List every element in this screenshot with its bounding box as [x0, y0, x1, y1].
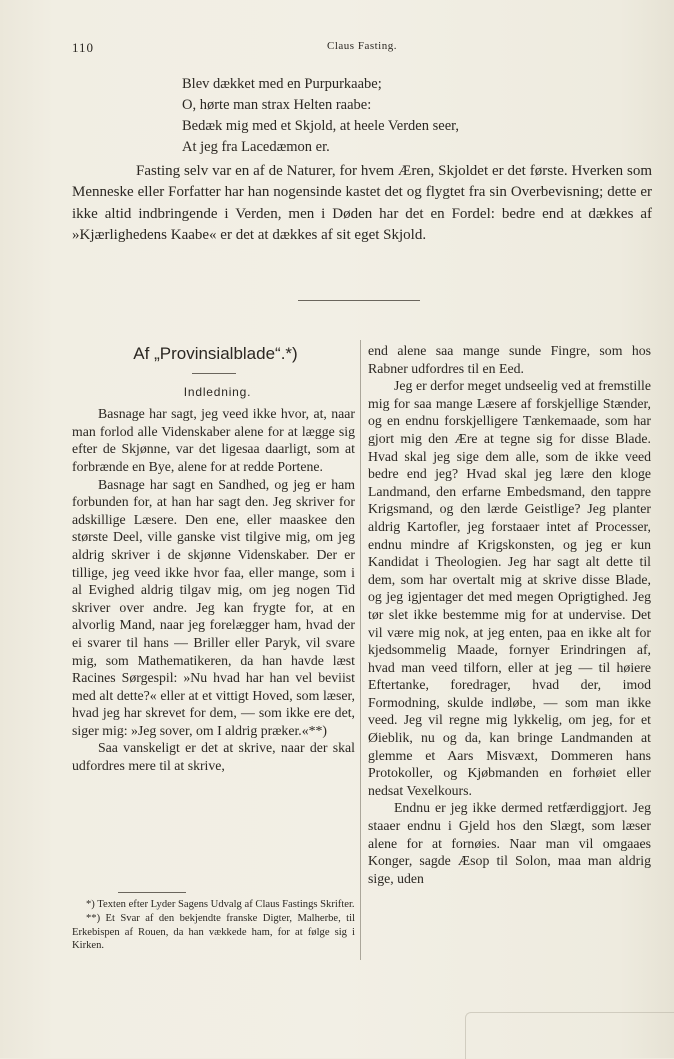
verse-line: Blev dækket med en Purpurkaabe;: [182, 76, 382, 92]
paragraph: Jeg er derfor meget undseelig ved at fremstille mig for saa mange Læsere af forskjellige Stænder, og en endnu forskjelligere Tænkemaade, som har gjort mig den Ære at tegne sig for disse Blade. Hvad skal jeg sige dem alle, som de ikke veed bedre end jeg? Hvad skal jeg lære den kloge Landmand, den erfarne Embedsmand, den tappre Krigsmand, og den lærde Geistlige? Jeg planter aldrig Kartofler, jeg forstaaer intet af Processer, endnu mindre af Krigskonsten, og jeg er kun Kandidat i Theologien. Jeg har sagt alt dette til dem, som har overtalt mig at skrive disse Blade, og jeg igjentager det med megen Oprigtighed. Jeg tør slet ikke bestemme mig for at undervise. Det vil være mig nok, at jeg enten, paa en ikke alt for kjedsommelig Maade, fornyer Erindringen af, hvad man veed tilforn, eller at jeg — til høiere Eftertanke, foredrager, hvad der, imod Formodning, skulde indløbe, — som man ikke veed. Jeg vil regne mig lykkelig, om jeg, for et Øieblik, nu og da, kan bringe Landmanden at glemme et Aars Misvæxt, Dommeren hans Protokoller, og Kjøbmanden en forhøiet eller nedsat Vexelkours.: [368, 378, 651, 798]
paragraph: end alene saa mange sunde Fingre, som hos Rabner udfordres til en Eed.: [368, 343, 651, 376]
footnote: *) Texten efter Lyder Sagens Udvalg af Claus Fastings Skrifter.: [86, 899, 355, 910]
paragraph: Basnage har sagt, jeg veed ikke hvor, at, naar man forlod alle Videnskaber alene for at lægge sig efter de Skjønne, var det ligesaa daarligt, som at forbrænde en Bye, alene for at redde Portene.: [72, 406, 355, 474]
article-title: Af „Provinsialblade“.*): [133, 344, 298, 363]
title-rule: [192, 373, 236, 374]
left-column: [72, 340, 355, 775]
intro-paragraph: Fasting selv var en af de Naturer, for hvem Æren, Skjoldet er det første. Hverken som Menneske eller Forfatter har han nogensinde kastet det og flygtet fra sin Overbevisning; dette er ikke altid indbringende i Verden, men i Døden har det en Fordel: bedre end at dækkes af »Kjærlighedens Kaabe« er det at dækkes af sit eget Skjold.: [72, 163, 652, 244]
verse-block: [182, 74, 582, 158]
page-header: [72, 40, 652, 60]
footnote-rule: [118, 892, 186, 893]
verse-line: Bedæk mig med et Skjold, at heele Verden seer,: [182, 118, 460, 134]
paragraph: Basnage har sagt en Sandhed, og jeg er ham forbunden for, at han har sagt den. Jeg skriver for adskillige Læsere. Den ene, eller maaskee den største Deel, ville ganske vist tilgive mig, om jeg aldrig skriver i de skjønne Videnskaber. Der er tillige, jeg veed ikke hvor faa, eller mange, som i al Evighed aldrig tilgav mig, om jeg nogen Tid skriver over andre. Jeg kan frygte for, at en alvorlig Mand, naar jeg forelægger ham, hvad der ei svarer til hans — Briller eller Paryk, vil svare mig, som Mathematikeren, da han havde læst Racines Sørgespil: »Nu hvad har han vel beviist med alt dette?« eller at et vittigt Hoved, som læser, hvad jeg har skrevet for dem, — som ikke ere det, siger mig: »Jeg sover, om I aldrig præker.«**): [72, 476, 355, 738]
paragraph: Endnu er jeg ikke dermed retfærdiggjort. Jeg staaer endnu i Gjeld hos den Slægt, som læser alene for at fornøies. Naar man vil omgaaes Konger, sagde Æsop til Solon, maa man aldrig sige, uden: [368, 800, 651, 886]
running-title: Claus Fasting.: [327, 40, 397, 52]
column-rule: [360, 340, 361, 960]
paragraph: Saa vanskeligt er det at skrive, naar der skal udfordres mere til at skrive,: [72, 740, 355, 774]
right-column: [368, 342, 651, 887]
section-divider: [298, 300, 420, 301]
page-corner-mark: [465, 1012, 674, 1059]
page-number: 110: [72, 40, 95, 55]
footnotes: [72, 892, 355, 953]
footnote: **) Et Svar af den bekjendte franske Digter, Malherbe, til Erkebispen af Rouen, da han vækkede ham, for at følge sig i Kirken.: [72, 912, 355, 952]
article-subtitle: Indledning.: [183, 384, 252, 399]
verse-line: At jeg fra Lacedæmon er.: [182, 139, 330, 155]
verse-line: O, hørte man strax Helten raabe:: [182, 97, 372, 113]
